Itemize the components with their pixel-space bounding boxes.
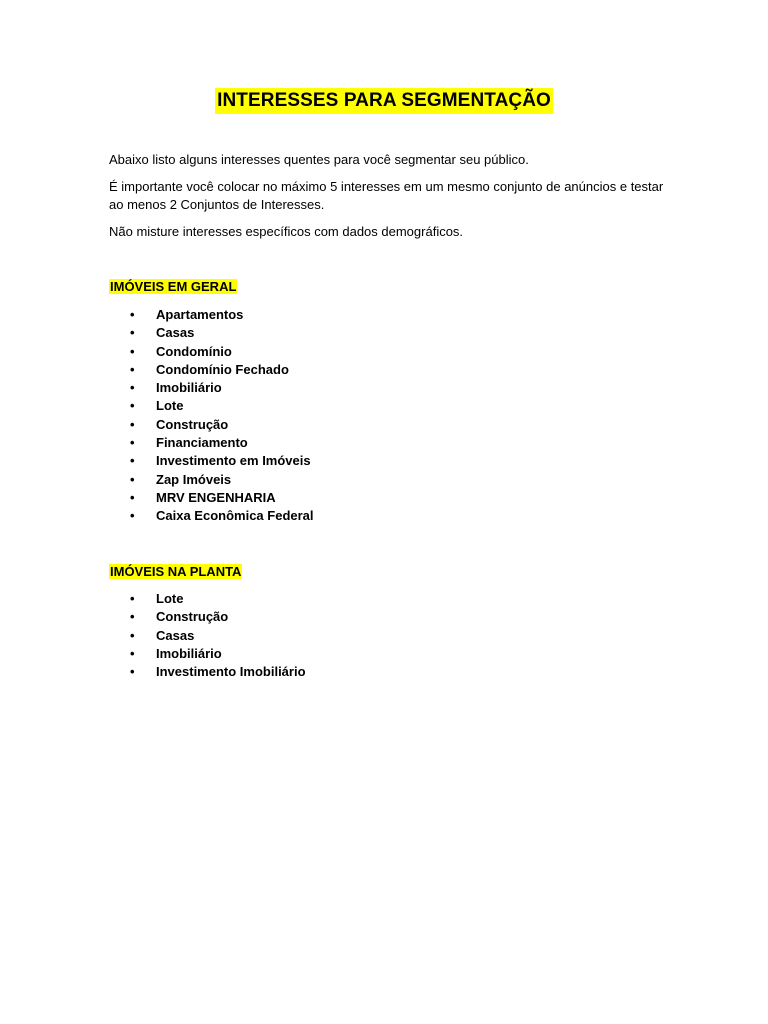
list-item: [130, 590, 306, 608]
page-title: INTERESSES PARA SEGMENTAÇÃO: [215, 88, 553, 114]
list-item-label: Financiamento: [156, 435, 248, 451]
list-item: [130, 434, 314, 452]
list-item: [130, 645, 306, 663]
intro-text: [109, 151, 669, 250]
list-item-label: Lote: [156, 398, 184, 414]
bullet-icon: •: [130, 307, 135, 322]
bullet-icon: •: [130, 591, 135, 606]
bullet-icon: •: [130, 435, 135, 451]
list-item: [130, 306, 314, 324]
list-item: [130, 663, 306, 681]
list-item: [130, 627, 306, 645]
list-item: [130, 452, 314, 470]
bullet-icon: •: [130, 489, 135, 505]
bullet-icon: •: [130, 609, 135, 625]
list-item-label: Construção: [156, 416, 229, 432]
list-item: [130, 379, 314, 397]
list-item-label: Condomínio Fechado: [156, 361, 289, 377]
list-item: [130, 343, 314, 361]
intro-paragraph-1: Abaixo listo alguns interesses quentes para você segmentar seu público.: [109, 152, 529, 167]
intro-paragraph-2: É importante você colocar no máximo 5 interesses em um mesmo conjunto de anúncios e testar ao menos 2 Conjuntos de Interesses.: [109, 179, 664, 212]
list-item-label: Casas: [156, 325, 195, 341]
bullet-icon: •: [130, 453, 135, 469]
bullet-icon: •: [130, 361, 135, 377]
list-item-label: Zap Imóveis: [156, 471, 232, 487]
section-heading-imoveis-em-geral: [109, 278, 237, 295]
list-item-label: Condomínio: [156, 343, 232, 359]
bullet-icon: •: [130, 380, 135, 396]
list-item: [130, 489, 314, 507]
section-heading-label: IMÓVEIS NA PLANTA: [110, 564, 242, 579]
title-container: [0, 88, 768, 114]
list-item-label: Apartamentos: [156, 307, 244, 322]
bullet-icon: •: [130, 664, 135, 680]
bullet-icon: •: [130, 416, 135, 432]
list-item: [130, 608, 306, 626]
bullet-icon: •: [130, 471, 135, 487]
bullet-icon: •: [130, 398, 135, 414]
list-item-label: Investimento em Imóveis: [156, 453, 311, 469]
list-item-label: Imobiliário: [156, 645, 222, 661]
section-heading-label: IMÓVEIS EM GERAL: [110, 279, 237, 294]
list-item: [130, 324, 314, 342]
interest-list-imoveis-na-planta: [130, 590, 306, 681]
intro-paragraph-3: Não misture interesses específicos com dados demográficos.: [109, 224, 464, 239]
list-item: [130, 507, 314, 525]
list-item: [130, 397, 314, 415]
bullet-icon: •: [130, 645, 135, 661]
list-item-label: Casas: [156, 627, 195, 643]
list-item: [130, 471, 314, 489]
list-item-label: MRV ENGENHARIA: [156, 489, 276, 505]
bullet-icon: •: [130, 325, 135, 341]
list-item: [130, 361, 314, 379]
section-heading-imoveis-na-planta: [109, 563, 242, 580]
interest-list-imoveis-em-geral: [130, 306, 314, 526]
list-item-label: Lote: [156, 591, 184, 606]
bullet-icon: •: [130, 508, 135, 524]
bullet-icon: •: [130, 343, 135, 359]
list-item-label: Imobiliário: [156, 380, 222, 396]
bullet-icon: •: [130, 627, 135, 643]
list-item-label: Construção: [156, 609, 229, 625]
list-item-label: Caixa Econômica Federal: [156, 508, 314, 524]
list-item-label: Investimento Imobiliário: [156, 664, 306, 680]
list-item: [130, 416, 314, 434]
